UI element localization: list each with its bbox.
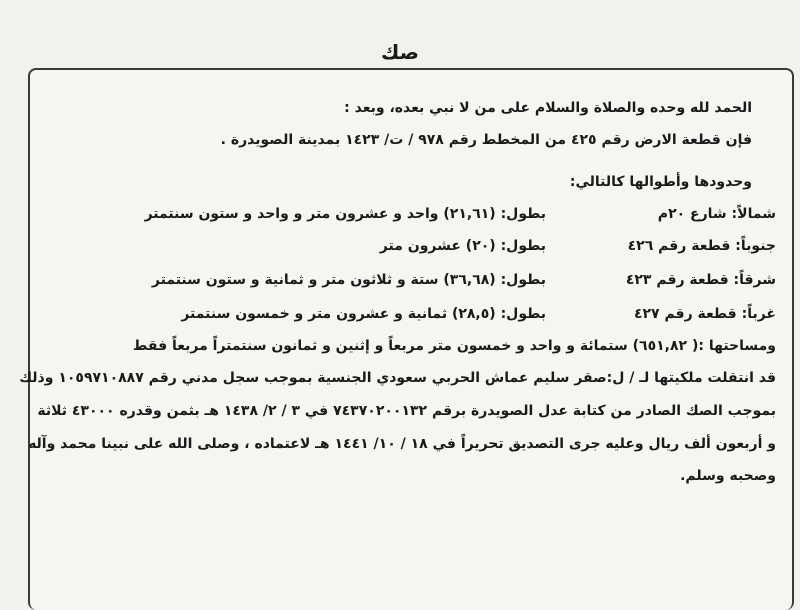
boundary-length: بطول: (٣٦,٦٨) ستة و ثلاثون متر و ثمانية و ستون سنتمتر <box>151 272 546 288</box>
opening-line: الحمد لله وحده والصلاة والسلام على من لا نبي بعده، وبعد : <box>344 100 752 116</box>
document-title: صك <box>381 40 419 64</box>
boundary-side: جنوباً: قطعة رقم ٤٢٦ <box>627 238 776 254</box>
boundaries-intro: وحدودها وأطوالها كالتالي: <box>569 174 752 190</box>
boundary-length: بطول: (٢١,٦١) واحد و عشرون متر و واحد و ستون سنتمتر <box>144 206 546 222</box>
boundary-length: بطول: (٢٨,٥) ثمانية و عشرون متر و خمسون سنتمتر <box>181 306 546 322</box>
transfer-line-3: و أربعون ألف ريال وعليه جرى التصديق تحريراً في ١٨ / ١٠/ ١٤٤١ هـ لاعتماده ، وصلى الله على نبينا محمد وآله <box>28 436 776 452</box>
boundary-side: شمالاً: شارع ٢٠م <box>657 206 776 222</box>
deed-frame <box>19 68 794 610</box>
transfer-line-1: قد انتقلت ملكيتها لـ / ل:صقر سليم عماش الحربي سعودي الجنسية بموجب سجل مدني رقم ١٠٥٩٧١٠٨٨٧ وذلك <box>19 370 776 386</box>
closing-line: وصحبه وسلم. <box>680 468 776 484</box>
boundary-side: غرباً: قطعة رقم ٤٢٧ <box>633 306 776 322</box>
area-line: ومساحتها :( ٦٥١,٨٢) ستمائة و واحد و خمسون متر مربعاً و إثنين و ثمانون سنتمتراً مربعاً فقط <box>132 338 776 354</box>
parcel-line: فإن قطعة الارض رقم ٤٢٥ من المخطط رقم ٩٧٨ / ت/ ١٤٢٣ بمدينة الصويدرة . <box>220 132 752 148</box>
transfer-line-2: بموجب الصك الصادر من كتابة عدل الصويدرة برقم ٧٤٣٧٠٢٠٠١٣٢ في ٣ / ٢/ ١٤٣٨ هـ بثمن وقدره ٤٣٠٠٠ ثلاثة <box>37 403 776 419</box>
boundary-length: بطول: (٢٠) عشرون متر <box>379 238 546 254</box>
boundary-side: شرقاً: قطعة رقم ٤٢٣ <box>625 272 776 288</box>
